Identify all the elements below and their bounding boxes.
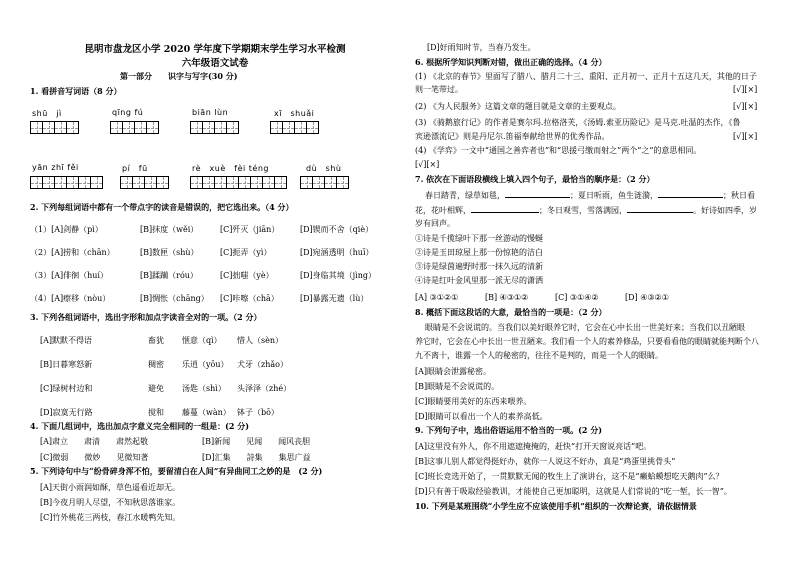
q4-option-d: [D]汇集 詩集 集思广益 [202, 453, 311, 462]
q3-row2-d: 犬牙（zhǎo） [237, 360, 288, 369]
q2-row1-c: [C]歼灭（jiān） [220, 225, 280, 234]
q7-text-part3: ；秋日看 [723, 191, 755, 200]
q2-row3-a: （3）[A]俳徊（huí） [30, 271, 108, 280]
q3-title: 3. 下列各组词语中，选出字形和加点字读音全对的一项。（2 分） [30, 312, 262, 322]
answer-grid-7[interactable] [190, 176, 286, 189]
q3-row4-d: 钵子（bō） [237, 408, 279, 417]
q3-row1-b: 畜犹 [148, 336, 164, 345]
q2-row2-a: （2）[A]捞和（chān） [30, 248, 115, 257]
q7-choice-b[interactable]: [B] ④③①② [485, 293, 529, 302]
q8-option-b: [B]眼睛是不会说谎的。 [415, 382, 500, 391]
q7-blank-1[interactable] [505, 189, 570, 198]
q6-mark-3[interactable]: [√][×] [733, 132, 758, 141]
q7-option-3: ③诗是绿茵遍野时那一抹久远的清新 [415, 262, 543, 271]
q2-row2-d: [D]宛涵透明（huī） [300, 248, 374, 257]
q8-title: 8. 概括下面这段话的大意，最恰当的一项是：（2 分） [415, 307, 607, 317]
q5-option-c: [C]竹外桃花三两枝，春江水暖鸭先知。 [40, 513, 181, 522]
q3-row2-c: 乐逍（yōu） [182, 360, 229, 369]
q6-mark-4[interactable]: [√][×] [415, 160, 440, 169]
grade-title: 六年级语文试卷 [181, 58, 249, 69]
pinyin-1: shū jì [32, 109, 62, 118]
q7-choice-a[interactable]: [A] ③①②① [415, 293, 459, 302]
part-title: 第一部分 识字与写字(30 分) [120, 71, 238, 81]
q5-title: 5. 下列诗句中与“纷骨碎身浑不怕，要留清白在人间”有异曲同工之妙的是 (2 分) [30, 466, 323, 476]
q3-row3-d: 头泽泽（zhé） [237, 384, 292, 393]
q6-mark-2[interactable]: [√][×] [733, 102, 758, 111]
q2-row2-b: [B]数匣（shù） [140, 248, 199, 257]
q3-row4-b: 搅和 [148, 408, 164, 417]
q3-row3-c: 汤匙（shì） [182, 384, 226, 393]
answer-grid-1[interactable] [30, 121, 78, 134]
q3-row3-b: 避免 [148, 384, 164, 393]
q7-choice-d[interactable]: [D] ④③②① [625, 293, 669, 302]
q8-text-line3: 九不离十，谁露一个人的秘密的，往往不是判的，而是一个人的眼睛。 [415, 351, 663, 360]
q3-row3-a: [C]绿树村边和 [40, 384, 93, 393]
q6-item1-line1: (1) 《北京的春节》里面写了腊八、腊月二十三、重阳、正月初一、正月十五这几天，其他的日子 [415, 72, 757, 81]
q3-row2-a: [B]日暮寒怒新 [40, 360, 93, 369]
q7-option-1: ①诗是千揽绿叶下那一丝游动的慢蜒 [415, 234, 543, 243]
q2-row1-b: [B]抹度（wěi） [140, 225, 199, 234]
q9-title: 9. 下列句子中，选出俗语运用不恰当的一项。(2 分) [415, 425, 603, 435]
q7-blank-3[interactable] [471, 204, 539, 213]
q6-item4: (4) 《学弈》一文中“通国之善弈者也”和“思援弓缴而射之”两个“之”的意思相同。 [415, 146, 702, 155]
answer-grid-8[interactable] [300, 176, 348, 189]
q9-option-d: [D]只有善于吸取经验教训，才能使自己更加聪明，这就是人们常说的“吃一堑，长一智”。 [415, 487, 732, 496]
q4-option-a: [A]肃立 肃清 肃然起敬 [40, 437, 149, 446]
q7-text-part2: ；夏日听雨，鱼生涟漪， [570, 191, 658, 200]
q7-text-part4: 花，花叶相辉， [415, 206, 471, 215]
q9-option-b: [B]这事儿别人都觉得挺好办，就你一人说这不好办，真是“鸡蛋里挑骨头” [415, 457, 676, 466]
q7-option-2: ②诗是玉田琼屋上那一份惊艳的洁白 [415, 248, 543, 257]
q8-option-a: [A]眼睛会泄露秘密。 [415, 367, 492, 376]
q6-mark-1[interactable]: [√][×] [733, 85, 758, 94]
answer-grid-2[interactable] [110, 121, 158, 134]
q2-row3-c: [C]拙嗤（yè） [220, 271, 274, 280]
q3-row1-d: 惜人（sèn） [237, 336, 283, 345]
pinyin-7: rè xuè fèi téng [192, 164, 269, 173]
pinyin-8: dù shù [306, 164, 342, 173]
q7-text-part1: 春日踏青，绿草如毯， [425, 191, 505, 200]
q6-item1-line2: 则一笔带过。 [415, 85, 463, 94]
q10-title: 10. 下列是某班围绕“小学生应不应该使用手机”组织的一次辩论赛，请依据情景 [415, 501, 697, 511]
q8-text-line1: 眼睛是不会说谎的。当我们以美好眼养它时，它会在心中长出一世美好来；当我们以丑陋眼 [425, 323, 745, 332]
q7-blank-4[interactable] [627, 204, 693, 213]
q6-item3-line1: (3) 《骑鹅旅行记》的作者是赛尔玛.拉格洛芙，《汤姆.索亚历险记》是马克.吐温的杰作，《鲁 [415, 118, 741, 127]
q3-row1-c: 惬意（qì） [182, 336, 222, 345]
q6-title: 6. 根据所学知识判断对错，做出正确的选择。（4 分） [415, 57, 607, 67]
q2-row2-c: [C]扼弄（yì） [220, 248, 272, 257]
q8-option-d: [D]眼睛可以看出一个人的素养高低。 [415, 412, 548, 421]
q4-option-c: [C]微弱 微妙 见微知著 [40, 453, 149, 462]
q2-row4-a: （4）[A]瘵移（nòu） [30, 294, 111, 303]
q4-option-b: [B]新闻 见闻 闻风丧胆 [202, 437, 311, 446]
q6-item2: (2) 《为人民服务》这篇文章的题目就是文章的主要观点。 [415, 102, 621, 111]
q2-title: 2. 下列每组词语中都有一个带点字的读音是错误的，把它选出来。（4 分） [30, 202, 294, 212]
q9-option-a: [A]这里没有外人，你不用遮遮掩掩的，赶快“打开天窗说亮话”吧。 [415, 442, 652, 451]
q3-row4-c: 藤蔓（wàn） [182, 408, 231, 417]
q8-text-line2: 养它时，它会在心中长出一世丑陋来。我们看一个人的素养修品，只要看看他的眼睛就能判断个八 [415, 337, 759, 346]
q3-row4-a: [D]寂寞无行路 [40, 408, 93, 417]
q6-item3-line2: 宾逊漂流记》则是丹尼尔.笛福奉献给世界的优秀作品。 [415, 132, 610, 141]
answer-grid-5[interactable] [30, 176, 102, 189]
q7-text-line2 [415, 204, 757, 216]
pinyin-5: yān zhī fěi [32, 163, 79, 172]
q2-row3-b: [B]蹂躏（róu） [140, 271, 198, 280]
q5-option-d: [D]好雨知时节，当春乃发生。 [427, 43, 536, 52]
q2-row3-d: [D]身临其境（jìng） [300, 271, 376, 280]
q9-option-c: [C]班长竞选开始了，一贯默默无闻的牧生上了演讲台，这不是“癞蛤蟆想吃天鹅肉”么？ [415, 472, 724, 481]
q2-row1-a: （1）[A]剑静（pì） [30, 225, 103, 234]
q7-text-line1 [425, 189, 755, 201]
q1-title: 1. 看拼音写词语（8 分） [30, 86, 122, 96]
q8-option-c: [C]眼睛要用美好的东西来喂养。 [415, 397, 532, 406]
pinyin-2: qīng fú [112, 108, 144, 117]
pinyin-3: biān lùn [192, 108, 229, 117]
answer-grid-6[interactable] [120, 176, 168, 189]
school-title: 昆明市盘龙区小学 2020 学年度下学期期末学生学习水平检测 [84, 44, 346, 55]
pinyin-6: pí fū [122, 164, 148, 173]
q7-text-line3: 岁有回声。 [415, 219, 455, 228]
q7-title: 7. 依次在下面语段横线上填入四个句子，最恰当的顺序是：（2 分） [415, 174, 655, 184]
q2-row4-b: [B]惆怅（chāng） [140, 294, 209, 303]
answer-grid-3[interactable] [190, 121, 238, 134]
q5-option-a: [A]天街小雨润如酥，草色遥看近却无。 [40, 483, 181, 492]
q7-text-part6: 。好诗如四季，岁 [693, 206, 757, 215]
q3-row1-a: [A]默默不得语 [40, 336, 93, 345]
q2-row4-d: [D]暴露无遗（lù） [300, 294, 369, 303]
q7-text-part5: ；冬日观雪，雪落满园， [539, 206, 627, 215]
q4-title: 4. 下面几组词中，选出加点字意义完全相同的一组是：(2 分) [30, 421, 250, 431]
q7-blank-2[interactable] [658, 189, 723, 198]
q2-row1-d: [D]锲而不舍（qiè） [300, 225, 374, 234]
q5-option-b: [B]今夜月明人尽望，不知秋思落谁家。 [40, 498, 181, 507]
pinyin-4: xī shuǎi [274, 109, 315, 118]
q7-choice-c[interactable]: [C] ③①④② [555, 293, 599, 302]
q2-row4-c: [C]咔嚓（chā） [220, 294, 279, 303]
q3-row2-b: 稠密 [148, 360, 164, 369]
q7-option-4: ④诗是红叶金风里那一派无尽的潇洒 [415, 276, 543, 285]
answer-grid-4[interactable] [270, 121, 318, 134]
